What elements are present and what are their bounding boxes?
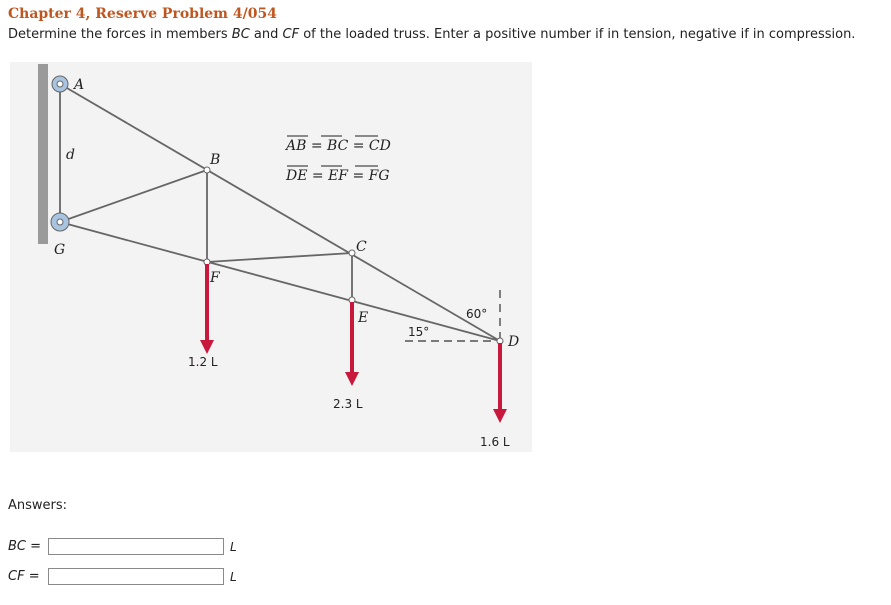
answer-label-cf: CF =: [8, 569, 40, 584]
member-cf-ref: CF: [282, 27, 300, 42]
angle-15-label: 15°: [408, 325, 430, 339]
answer-label-bc: BC =: [8, 539, 42, 554]
unit-cf: L: [230, 569, 237, 584]
load-label-3: 1.6 L: [480, 435, 510, 449]
label-f: F: [210, 270, 220, 286]
truss-diagram: [10, 62, 532, 452]
unit-bc: L: [230, 539, 237, 554]
problem-prompt: Determine the forces in members BC and CF of the loaded truss. Enter a positive number if in tension, negative if in compression.: [8, 27, 856, 42]
label-e: E: [358, 310, 369, 326]
equation-de-ef-fg: DE = EF = FG: [286, 168, 390, 184]
label-d-dimension: d: [66, 147, 75, 163]
member-gd: [60, 222, 500, 341]
label-d: D: [508, 334, 520, 350]
label-b: B: [210, 152, 221, 168]
load-arrowhead-e: [345, 372, 359, 386]
member-gb: [60, 170, 207, 222]
answer-row-bc: [8, 538, 237, 555]
truss-figure: [10, 62, 532, 452]
label-a: A: [74, 77, 85, 93]
problem-title: Chapter 4, Reserve Problem 4/054: [8, 6, 277, 22]
member-ad: [60, 84, 500, 341]
bc-input[interactable]: [48, 538, 224, 555]
label-g: G: [54, 242, 66, 258]
cf-input[interactable]: [48, 568, 224, 585]
equation-ab-bc-cd: AB = BC = CD: [286, 138, 391, 154]
angle-60-label: 60°: [466, 307, 488, 321]
load-label-2: 2.3 L: [333, 397, 363, 411]
label-c: C: [356, 239, 367, 255]
member-fc: [207, 253, 352, 262]
load-arrowhead-d: [493, 409, 507, 423]
load-arrowhead-f: [200, 340, 214, 354]
answers-label: Answers:: [8, 498, 68, 513]
truss-members: [60, 84, 500, 341]
load-label-1: 1.2 L: [188, 355, 218, 369]
load-arrow-f: [205, 264, 209, 346]
load-arrow-e: [350, 302, 354, 378]
wall: [38, 64, 48, 244]
load-arrow-d: [498, 343, 502, 415]
answer-row-cf: [8, 568, 237, 585]
member-bc-ref: BC: [231, 27, 250, 42]
